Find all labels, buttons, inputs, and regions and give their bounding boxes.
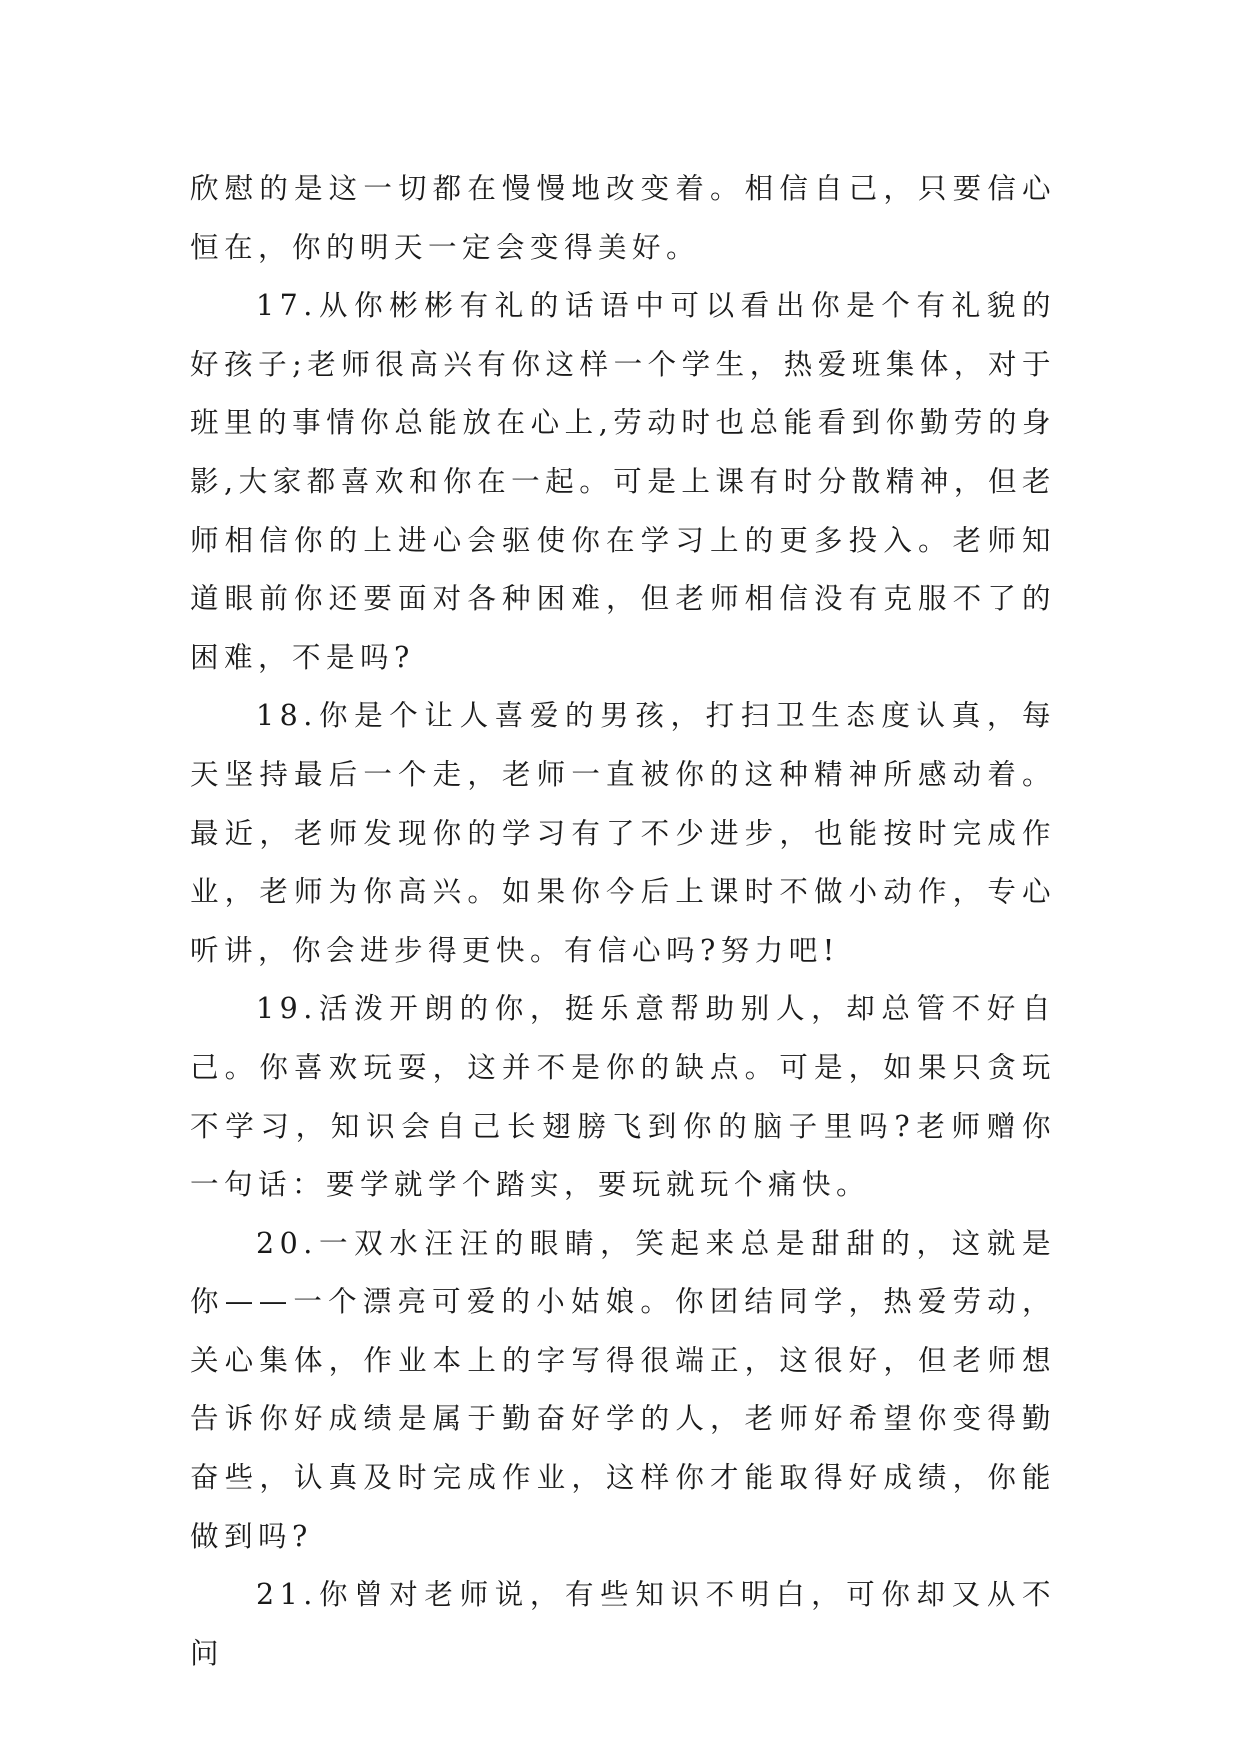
document-body xyxy=(190,160,1056,1683)
paragraph-19: 19.活泼开朗的你，挺乐意帮助别人，却总管不好自己。你喜欢玩耍，这并不是你的缺点。可是，如果只贪玩不学习，知识会自己长翅膀飞到你的脑子里吗?老师赠你一句话：要学就学个踏实，要玩就玩个痛快。 xyxy=(190,992,1056,1202)
paragraph-17: 17.从你彬彬有礼的话语中可以看出你是个有礼貌的好孩子;老师很高兴有你这样一个学生，热爱班集体，对于班里的事情你总能放在心上,劳动时也总能看到你勤劳的身影,大家都喜欢和你在一起。可是上课有时分散精神，但老师相信你的上进心会驱使你在学习上的更多投入。老师知道眼前你还要面对各种困难，但老师相信没有克服不了的困难，不是吗? xyxy=(190,289,1056,674)
paragraph-20: 20.一双水汪汪的眼睛，笑起来总是甜甜的，这就是你——一个漂亮可爱的小姑娘。你团结同学，热爱劳动，关心集体，作业本上的字写得很端正，这很好，但老师想告诉你好成绩是属于勤奋好学的人，老师好希望你变得勤奋些，认真及时完成作业，这样你才能取得好成绩，你能做到吗? xyxy=(190,1226,1056,1553)
paragraph-16-continued: 欣慰的是这一切都在慢慢地改变着。相信自己，只要信心恒在，你的明天一定会变得美好。 xyxy=(190,172,1056,264)
paragraph-18: 18.你是个让人喜爱的男孩，打扫卫生态度认真，每天坚持最后一个走，老师一直被你的这种精神所感动着。最近，老师发现你的学习有了不少进步，也能按时完成作业，老师为你高兴。如果你今后上课时不做小动作，专心听讲，你会进步得更快。有信心吗?努力吧! xyxy=(190,699,1056,967)
paragraph-21: 21.你曾对老师说，有些知识不明白，可你却又从不问 xyxy=(190,1578,1056,1670)
